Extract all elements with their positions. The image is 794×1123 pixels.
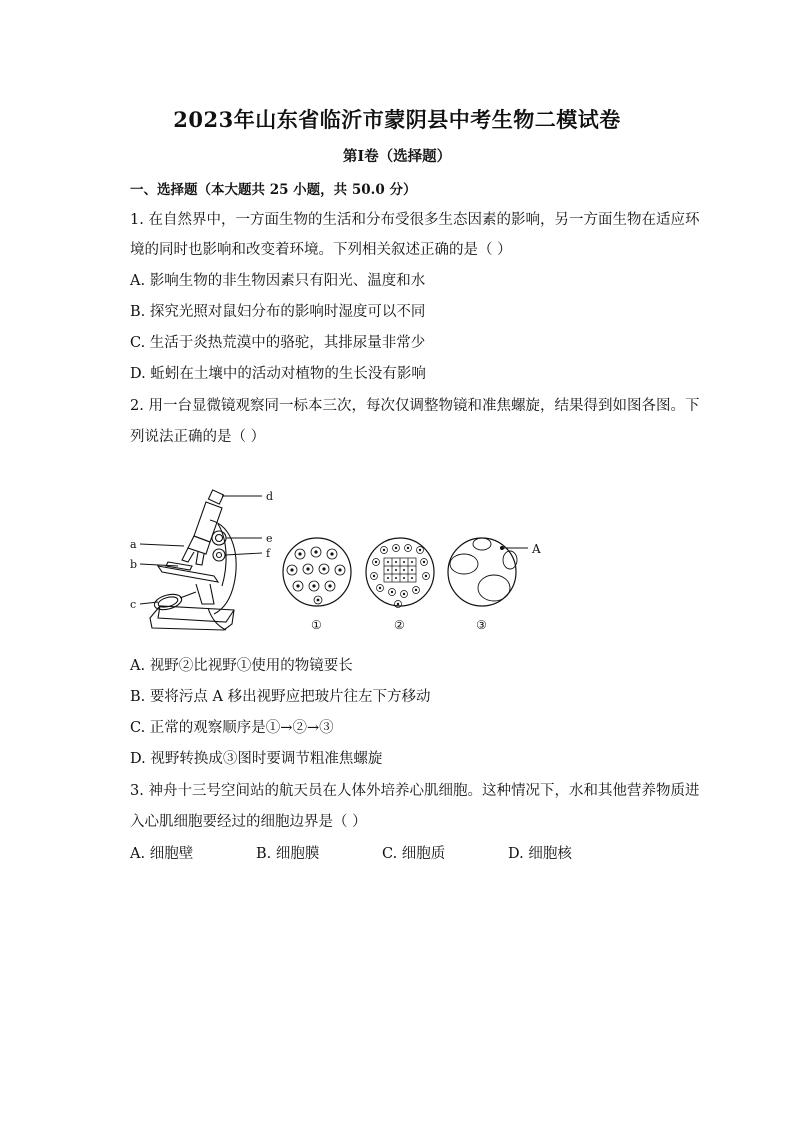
field-of-view-3 [448, 538, 528, 606]
q1-option-d: D. 蚯蚓在土壤中的活动对植物的生长没有影响 [130, 366, 426, 382]
q1-stem-line1: 1. 在自然界中，一方面生物的生活和分布受很多生态因素的影响，另一方面生物在适应环 [130, 212, 700, 228]
q3-stem-line2: 入心肌细胞要经过的细胞边界是（ ） [130, 814, 367, 830]
q2-option-a: A. 视野②比视野①使用的物镜要长 [130, 658, 353, 674]
q1-stem-line2: 境的同时也影响和改变着环境。下列相关叙述正确的是（ ） [130, 242, 512, 258]
q2-option-b: B. 要将污点 A 移出视野应把玻片往左下方移动 [130, 689, 431, 705]
exam-title: 2023年山东省临沂市蒙阴县中考生物二模试卷 [173, 107, 621, 132]
q2-option-d: D. 视野转换成③图时要调节粗准焦螺旋 [130, 751, 383, 767]
q1-option-b: B. 探究光照对鼠妇分布的影响时湿度可以不同 [130, 304, 426, 320]
microscope-figure [122, 480, 562, 640]
q3-option-a: A. 细胞壁 [130, 846, 194, 862]
q1-option-a: A. 影响生物的非生物因素只有阳光、温度和水 [130, 273, 426, 289]
volume-subtitle: 第Ⅰ卷（选择题） [342, 148, 452, 165]
label-view-2: ② [394, 618, 405, 632]
label-b: b [130, 558, 138, 571]
q3-option-b: B. 细胞膜 [256, 846, 320, 862]
label-view-3: ③ [476, 618, 487, 632]
label-d: d [266, 490, 274, 503]
label-e: e [266, 532, 273, 545]
q3-option-c: C. 细胞质 [382, 846, 446, 862]
field-of-view-1 [283, 538, 351, 606]
q3-option-d: D. 细胞核 [508, 846, 572, 862]
label-f: f [266, 547, 271, 560]
label-point-a: A [532, 542, 541, 556]
section-heading: 一、选择题（本大题共 25 小题，共 50.0 分） [130, 182, 417, 198]
q2-stem-line2: 列说法正确的是（ ） [130, 429, 266, 445]
label-a: a [130, 538, 137, 551]
q2-stem-line1: 2. 用一台显微镜观察同一标本三次，每次仅调整物镜和准焦螺旋，结果得到如图各图。下 [130, 398, 700, 414]
label-c: c [130, 598, 137, 611]
q2-option-c: C. 正常的观察顺序是①→②→③ [130, 720, 334, 736]
q1-option-c: C. 生活于炎热荒漠中的骆驼，其排尿量非常少 [130, 335, 426, 351]
q3-stem-line1: 3. 神舟十三号空间站的航天员在人体外培养心肌细胞。这种情况下，水和其他营养物质进 [130, 783, 700, 799]
field-of-view-2 [366, 538, 434, 608]
label-view-1: ① [311, 618, 322, 632]
